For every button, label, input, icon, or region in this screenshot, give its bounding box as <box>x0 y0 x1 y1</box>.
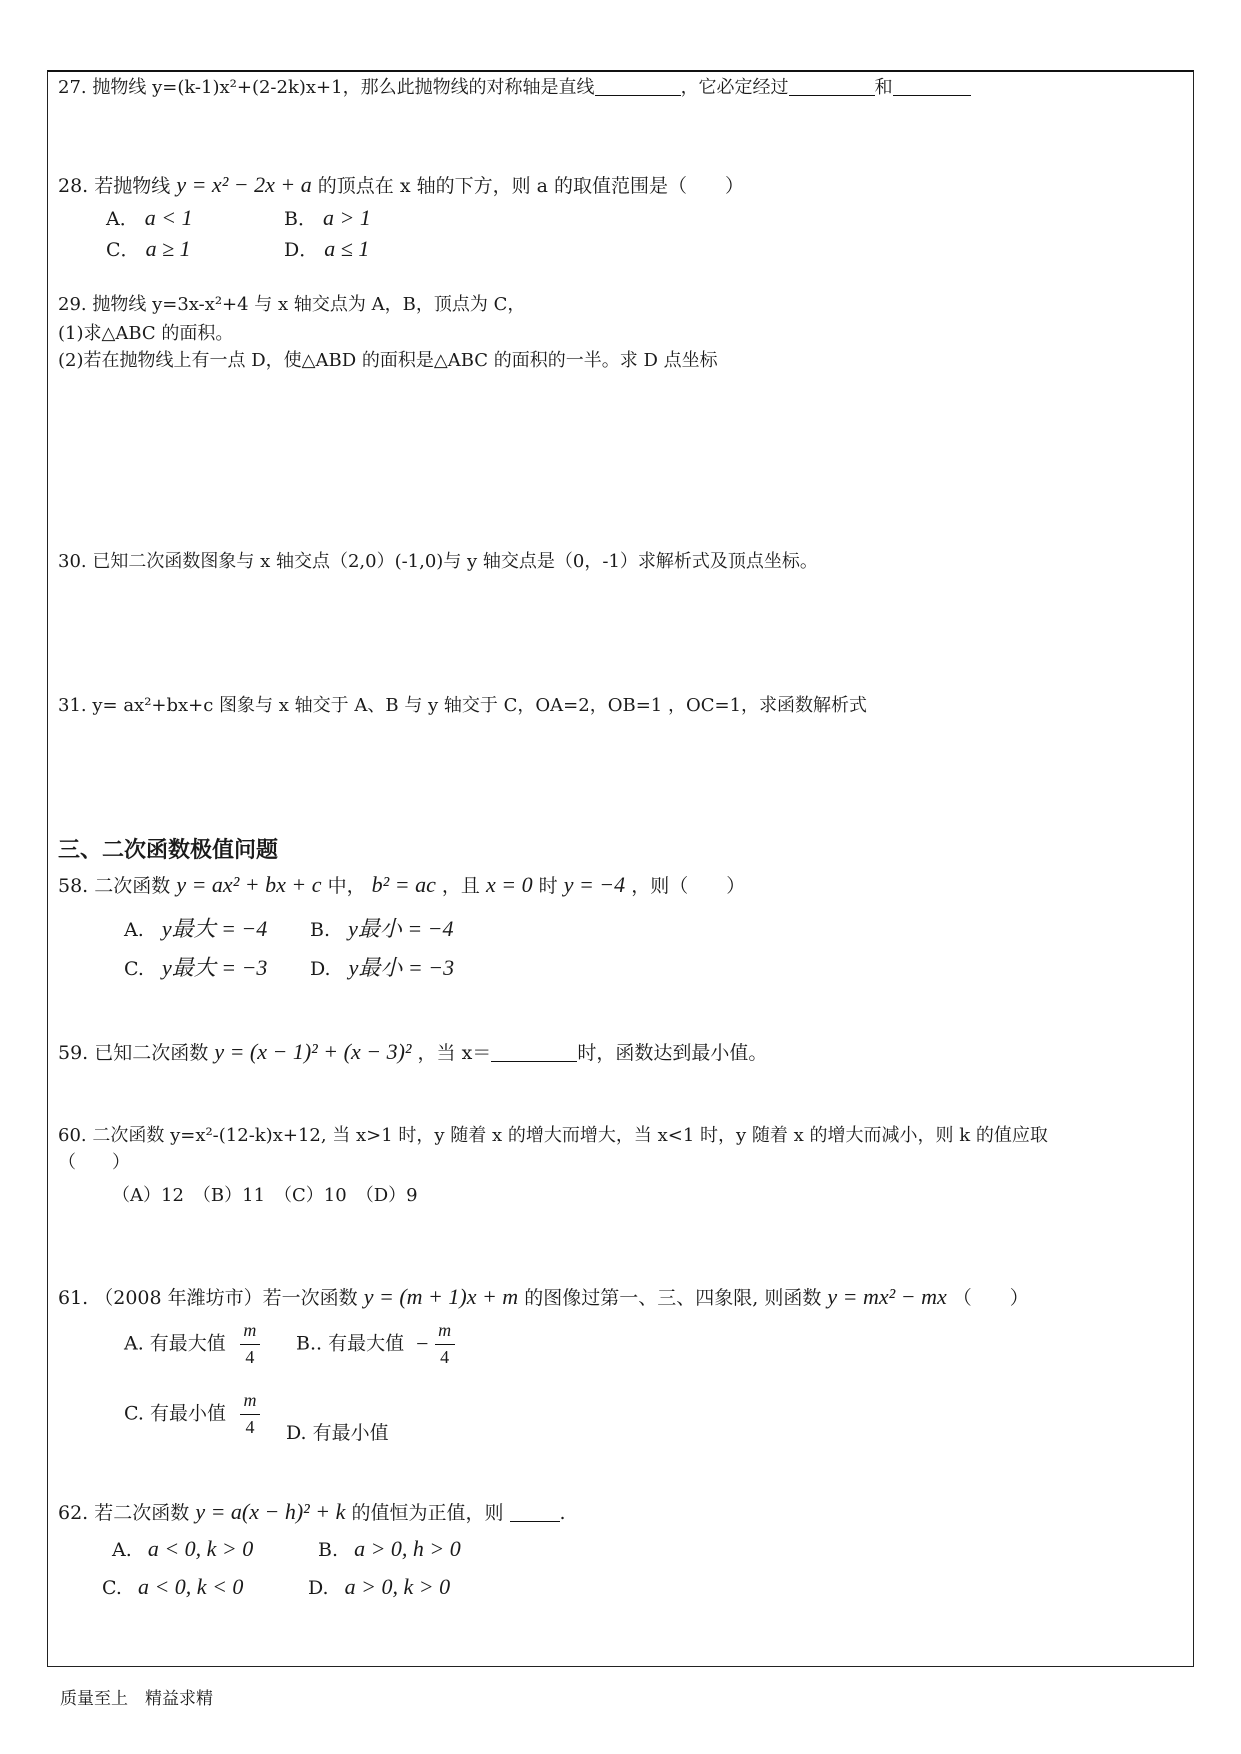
q62-option-expr: a < 0, k > 0 <box>147 1536 254 1561</box>
q61-option-c-fraction <box>240 1390 260 1438</box>
q28-option-expr: a > 1 <box>323 205 371 230</box>
q62-stem-suffix: 的值恒为正值，则 <box>351 1502 504 1524</box>
q29-line-1: 29. 抛物线 y=3x-x²+4 与 x 轴交点为 A，B，顶点为 C， <box>58 294 526 315</box>
fraction-bar <box>435 1344 455 1345</box>
fraction-denominator: 4 <box>245 1346 255 1367</box>
q59-stem-mid: ，当 x＝ <box>417 1042 492 1064</box>
q61-stem-prefix: 61. （2008 年潍坊市）若一次函数 <box>58 1287 358 1309</box>
q59-stem-suffix: 时，函数达到最小值。 <box>577 1042 768 1064</box>
q61-option-d <box>286 1422 389 1445</box>
q27-text: 27. 抛物线 y=(k-1)x²+(2-2k)x+1，那么此抛物线的对称轴是直线 <box>58 77 595 98</box>
fraction-denominator: 4 <box>440 1346 450 1367</box>
q62-option-expr: a > 0, h > 0 <box>354 1536 461 1561</box>
q60-line-2: （ ） <box>58 1152 130 1173</box>
fraction-numerator: m <box>243 1320 257 1340</box>
q62-answer-blank[interactable] <box>510 1502 560 1522</box>
q58-condition-1: b² = ac <box>371 872 436 897</box>
q27-mid2: 和 <box>874 77 893 98</box>
q28-option-expr: a ≤ 1 <box>324 236 370 261</box>
q28-formula: y = x² − 2x + a <box>176 172 312 197</box>
q62-option-label: A. <box>112 1539 132 1561</box>
q58-mid-2: ，且 <box>441 875 480 897</box>
q58-option-expr: y最小 = −3 <box>348 955 455 980</box>
section-title: 三、二次函数极值问题 <box>58 838 279 863</box>
q58-stem-prefix: 58. 二次函数 <box>58 875 171 897</box>
q61-option-b-label: B.. 有最大值 <box>296 1332 405 1355</box>
q58-option-label: A. <box>124 919 144 941</box>
q62-formula: y = a(x − h)² + k <box>195 1499 346 1524</box>
q58-option-expr: y最大 = −4 <box>161 916 268 941</box>
q61-minus-sign: − <box>416 1330 429 1356</box>
fraction-bar <box>240 1414 260 1415</box>
q58-option-expr: y最小 = −4 <box>348 916 454 941</box>
q58-option-b <box>310 916 454 942</box>
q62-option-label: D. <box>308 1577 329 1599</box>
q62-option-c <box>102 1574 243 1600</box>
q28-option-label: A． <box>106 208 139 230</box>
q30-text: 30. 已知二次函数图象与 x 轴交点（2,0）(-1,0)与 y 轴交点是（0，-1）求解析式及顶点坐标。 <box>58 551 818 572</box>
q61-stem-mid: 的图像过第一、三、四象限, 则函数 <box>524 1287 822 1309</box>
q62-stem-prefix: 62. 若二次函数 <box>58 1502 190 1524</box>
q28-option-expr: a ≥ 1 <box>145 236 191 261</box>
q62-end: . <box>559 1502 566 1524</box>
q31-text: 31. y= ax²+bx+c 图象与 x 轴交于 A、B 与 y 轴交于 C，OA=2，OB=1 ，OC=1，求函数解析式 <box>58 695 868 716</box>
q58-condition-2: x = 0 <box>485 872 533 897</box>
q58-option-label: B. <box>310 919 331 941</box>
q59-stem <box>58 1039 767 1065</box>
q61-option-c <box>124 1390 260 1438</box>
q62-option-b <box>318 1536 461 1562</box>
q58-option-d <box>310 955 454 981</box>
q61-option-a <box>124 1320 260 1368</box>
q62-option-label: B. <box>318 1539 339 1561</box>
q61-stem-suffix: （ ） <box>952 1287 1029 1309</box>
q29-line-2: (1)求△ABC 的面积。 <box>58 323 234 344</box>
q61-option-a-label: A. 有最大值 <box>124 1332 226 1355</box>
q59-stem-prefix: 59. 已知二次函数 <box>58 1042 209 1064</box>
q62-stem <box>58 1499 566 1525</box>
q62-option-label: C. <box>102 1577 122 1599</box>
q58-condition-3: y = −4 <box>563 872 626 897</box>
q61-option-b <box>296 1320 455 1368</box>
q58-stem-suffix: ，则（ ） <box>631 875 746 897</box>
q28-option-label: B． <box>284 208 317 230</box>
q28-option-d <box>284 236 369 262</box>
q61-stem <box>58 1284 1029 1310</box>
q28-option-label: D． <box>284 239 319 261</box>
q58-mid-3: 时 <box>538 875 558 897</box>
q62-option-d <box>308 1574 450 1600</box>
q60-line-1: 60. 二次函数 y=x²-(12-k)x+12, 当 x>1 时，y 随着 x 的增大而增大，当 x<1 时，y 随着 x 的增大而减小，则 k 的值应取 <box>58 1125 1048 1146</box>
q61-option-b-fraction <box>435 1320 455 1368</box>
q62-option-expr: a < 0, k < 0 <box>137 1574 244 1599</box>
q27-blank-3[interactable] <box>893 77 971 96</box>
q61-option-d-label: D. 有最小值 <box>286 1422 389 1444</box>
fraction-denominator: 4 <box>245 1416 255 1437</box>
fraction-numerator: m <box>438 1320 452 1340</box>
q28-option-label: C． <box>106 239 140 261</box>
q61-option-a-fraction <box>240 1320 260 1368</box>
q28-option-a <box>106 205 193 231</box>
q27-blank-1[interactable] <box>595 77 681 96</box>
q58-option-expr: y最大 = −3 <box>161 955 268 980</box>
q58-mid: 中， <box>327 875 366 897</box>
q58-option-a <box>124 916 267 942</box>
q62-option-expr: a > 0, k > 0 <box>344 1574 451 1599</box>
q28-stem-suffix: 的顶点在 x 轴的下方，则 a 的取值范围是（ ） <box>317 175 744 197</box>
q61-option-c-label: C. 有最小值 <box>124 1402 226 1425</box>
q58-formula: y = ax² + bx + c <box>176 872 322 897</box>
page-footer: 质量至上 精益求精 <box>60 1689 213 1709</box>
q61-formula-1: y = (m + 1)x + m <box>363 1284 519 1309</box>
q58-option-c <box>124 955 267 981</box>
q62-option-a <box>112 1536 253 1562</box>
q27-mid1: ，它必定经过 <box>680 77 789 98</box>
q61-formula-2: y = mx² − mx <box>827 1284 947 1309</box>
q28-option-c <box>106 236 191 262</box>
q60-options: （A）12 （B）11 （C）10 （D）9 <box>112 1185 418 1206</box>
q29-line-3: (2)若在抛物线上有一点 D，使△ABD 的面积是△ABC 的面积的一半。求 D 点坐标 <box>58 350 718 371</box>
q28-stem <box>58 172 744 198</box>
q59-answer-blank[interactable] <box>491 1042 577 1062</box>
q28-stem-prefix: 28. 若抛物线 <box>58 175 171 197</box>
fraction-bar <box>240 1344 260 1345</box>
q58-stem <box>58 872 745 898</box>
fraction-numerator: m <box>243 1390 257 1410</box>
q28-option-expr: a < 1 <box>144 205 193 230</box>
q28-option-b <box>284 205 371 231</box>
q59-formula: y = (x − 1)² + (x − 3)² <box>214 1039 412 1064</box>
q58-option-label: D. <box>310 958 331 980</box>
q58-option-label: C. <box>124 958 144 980</box>
q27 <box>58 77 971 99</box>
q27-blank-2[interactable] <box>789 77 875 96</box>
